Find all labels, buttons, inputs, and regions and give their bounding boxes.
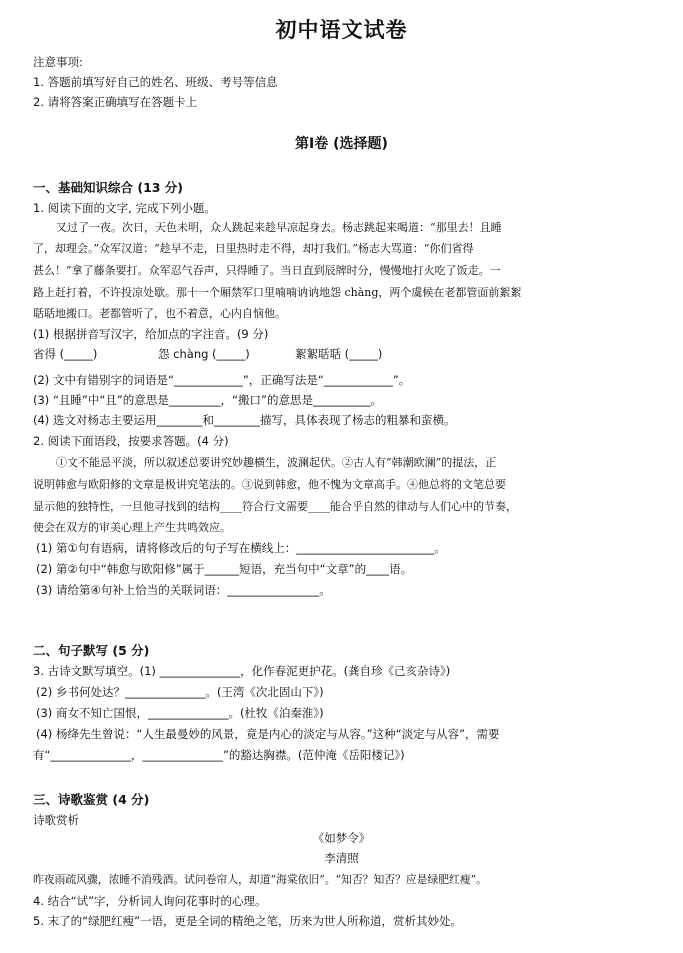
notice-item: 1. 答题前填写好自己的姓名、班级、考号等信息 xyxy=(33,75,278,89)
part2-line: 3. 古诗文默写填空。(1) ______________，化作春泥更护花。(龚自珍《己亥杂诗》) xyxy=(33,664,451,678)
q2-intro: 2. 阅读下面语段，按要求答题。(4 分) xyxy=(33,434,229,448)
q4: 4. 结合“试”字，分析词人询问花事时的心理。 xyxy=(33,894,267,908)
part2-heading: 二、句子默写 (5 分) xyxy=(33,643,150,658)
part2-line: 有“______________，______________”的豁达胸襟。(范仲淹《岳阳楼记》) xyxy=(33,748,405,762)
q2-passage-line: 显示他的独特性，一旦他寻找到的结构____符合行文需要____能合乎自然的律动与人们心中的节奏， xyxy=(33,500,517,513)
part2-line: (3) 商女不知亡国恨，______________。(杜牧《泊秦淮》) xyxy=(36,706,324,720)
q1-sub2: (2) 文中有错别字的词语是“____________”，正确写法是“____________”。 xyxy=(33,373,411,387)
poem-title: 《如梦令》 xyxy=(312,831,371,845)
q2-sub1: (1) 第①句有语病，请将修改后的句子写在横线上：________________________。 xyxy=(36,541,446,555)
passage-line: 聒聒地搬口。老都管听了，也不着意，心内自恼他。 xyxy=(33,307,286,320)
passage-line: 又过了一夜。次日，天色未明，众人跳起来趁早凉起身去。杨志跳起来喝道：“那里去！且睡 xyxy=(56,221,502,234)
q2-sub3: (3) 请给第④句补上恰当的关联词语：________________。 xyxy=(36,583,331,597)
q2-passage-line: 使会在双方的审美心理上产生共鸣效应。 xyxy=(33,521,231,534)
q1-sub1-blank: 省得 (_____) xyxy=(33,347,98,361)
part3-label: 诗歌赏析 xyxy=(33,813,79,827)
passage-line: 了，却理会。”众军汉道：“趁早不走，日里热时走不得，却打我们。”杨志大骂道：“你们省得 xyxy=(33,242,474,255)
passage-line: 甚么！”拿了藤条要打。众军忍气吞声，只得睡了。当日直到辰牌时分，慢慢地打火吃了饭走。一 xyxy=(33,264,501,277)
volume-title: 第I卷 (选择题) xyxy=(295,136,388,152)
poem-text: 昨夜雨疏风骤，浓睡不消残酒。试问卷帘人，却道“海棠依旧”。“知否？知否？应是绿肥红瘦”。 xyxy=(33,873,487,886)
q2-passage-line: ①文不能忌平淡，所以叙述总要讲究妙趣横生，波澜起伏。②古人有“韩潮欧澜”的提法，正 xyxy=(56,456,497,469)
q1-sub1: (1) 根据拼音写汉字，给加点的字注音。(9 分) xyxy=(33,327,269,341)
q1-sub4: (4) 选文对杨志主要运用________和________描写，具体表现了杨志的粗暴和蛮横。 xyxy=(33,413,456,427)
notice-item: 2. 请将答案正确填写在答题卡上 xyxy=(33,95,198,109)
q1-sub1-blank: 怨 chàng (_____) xyxy=(158,347,250,361)
q5: 5. 末了的“绿肥红瘦”一语，更是全词的精绝之笔，历来为世人所称道，赏析其妙处。 xyxy=(33,914,463,928)
page-title: 初中语文试卷 xyxy=(275,18,408,42)
q1-sub3: (3) “且睡”中“且”的意思是_________，“搬口”的意思是__________。 xyxy=(33,393,382,407)
q1-intro: 1. 阅读下面的文字, 完成下列小题。 xyxy=(33,201,216,215)
q1-sub1-blank: 絮絮聒聒 (_____) xyxy=(295,347,383,361)
part2-line: (4) 杨绛先生曾说：“人生最曼妙的风景，竟是内心的淡定与从容。”这种“淡定与从容”，需要 xyxy=(36,727,500,741)
part2-line: (2) 乡书何处达？______________。(王湾《次北固山下》) xyxy=(36,685,324,699)
q2-sub2: (2) 第②句中“韩愈与欧阳修”属于______短语，充当句中“文章”的____语。 xyxy=(36,562,413,576)
passage-line: 路上赶打着，不许投凉处歇。那十一个厢禁军口里喃喃讷讷地怨 chàng，两个虞候在老都管面前絮絮 xyxy=(33,286,522,299)
notice-heading: 注意事项: xyxy=(33,55,83,69)
q2-passage-line: 说明韩愈与欧阳修的文章是极讲究笔法的。③说到韩愈，他不愧为文章高手。④他总将的文笔总要 xyxy=(33,478,506,491)
part3-heading: 三、诗歌鉴赏 (4 分) xyxy=(33,792,150,807)
part1-heading: 一、基础知识综合 (13 分) xyxy=(33,180,184,195)
poem-author: 李清照 xyxy=(324,851,359,865)
